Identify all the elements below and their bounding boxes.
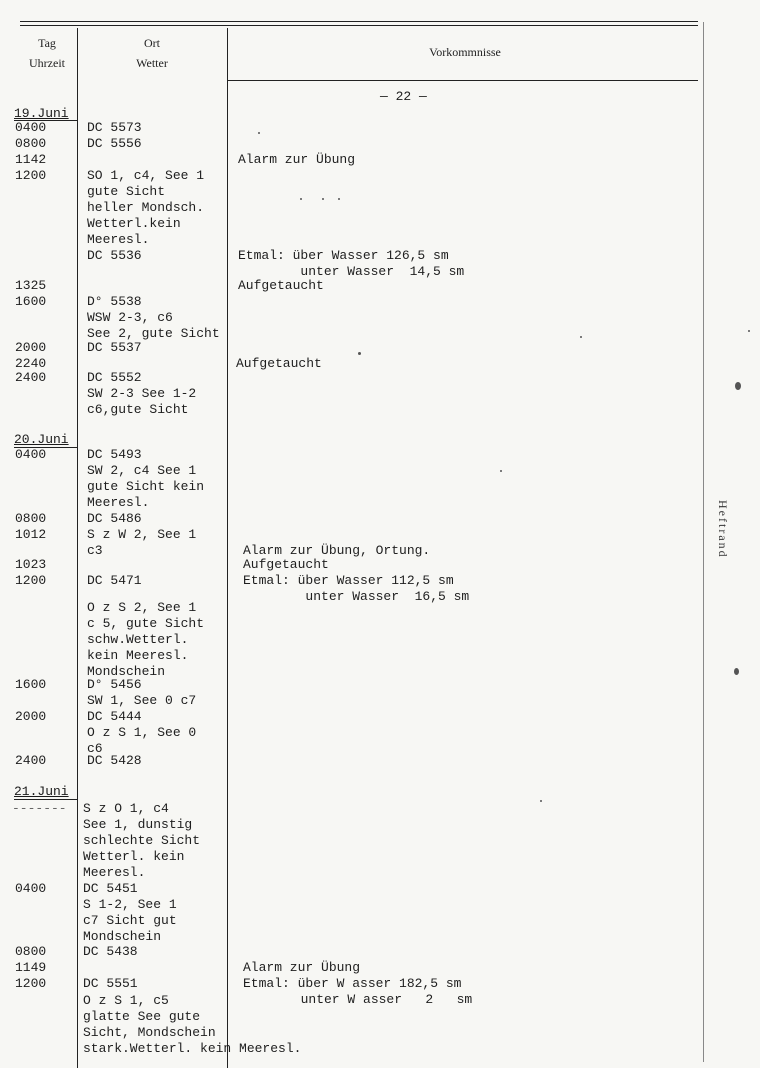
scan-speck [358,352,361,355]
date-19-juni: 19.Juni [14,106,69,121]
time-cell: 1012 [15,527,47,542]
scan-speck [300,198,302,200]
ort-cell: DC 5556 [87,136,142,151]
event-cell: Alarm zur Übung Etmal: über W asser 182,5 sm [243,960,462,991]
header-tag-uhrzeit [20,33,74,73]
time-cell: 2000 2240 [15,340,47,371]
event-cell: unter W asser 2 sm [285,992,473,1007]
ort-cell: DC 5471 [87,573,142,588]
time-cell: 1600 [15,294,47,309]
time-cell: 0400 [15,447,47,462]
margin-label: Heftrand [716,500,730,559]
right-edge-rule [703,22,704,1062]
date-21-juni: 21.Juni [14,784,69,799]
ort-cell: DC 5451 S 1-2, See 1 c7 Sicht gut Mondschein [83,881,177,944]
date-20-juni: 20.Juni [14,432,69,447]
event-cell: Etmal: über Wasser 126,5 sm unter Wasser 14,5 sm [238,248,465,279]
time-cell: 0800 [15,944,47,959]
ort-cell: DC 5493 SW 2, c4 See 1 gute Sicht kein Meeresl. [87,447,205,510]
ort-cell: O z S 1, c5 glatte See gute Sicht, Mondschein stark.Wetterl. kein Meeresl. [83,993,302,1056]
scan-speck [748,330,750,332]
ort-cell: DC 5486 [87,511,142,526]
time-cell: 0800 [15,511,47,526]
event-cell: Alarm zur Übung [238,152,356,167]
event-cell: Alarm zur Übung, Ortung. [243,543,431,558]
time-cell: 1600 [15,677,47,692]
column-divider-2 [227,28,228,1068]
time-cell: 1142 [15,152,47,167]
ort-cell: D° 5456 SW 1, See 0 c7 [87,677,197,708]
scan-speck [735,382,741,390]
header-ort: Ort [144,36,160,50]
ort-cell: SO 1, c4, See 1 gute Sicht heller Mondsch. Wetterl.kein Meeresl. DC 5536 [87,168,205,263]
time-cell: ------- [12,801,67,816]
ort-cell: S z W 2, See 1 c3 [87,527,197,558]
ort-cell: DC 5573 [87,120,142,135]
ort-cell: DC 5444 O z S 1, See 0 c6 [87,709,197,756]
header-tag: Tag [38,36,56,50]
event-cell: Aufgetaucht [238,278,324,293]
scan-speck [322,198,324,200]
ort-cell: DC 5552 SW 2-3 See 1-2 c6,gute Sicht [87,370,197,417]
date-rule-21 [14,799,78,800]
top-rule [20,21,698,22]
ort-cell: DC 5551 [83,976,138,991]
scan-speck [734,668,739,675]
time-cell: 1149 1200 [15,960,47,991]
scan-speck [540,800,542,802]
ort-cell: DC 5428 [87,753,142,768]
scan-speck [338,198,340,200]
time-cell: 2400 [15,753,47,768]
time-cell: 1325 [15,278,47,293]
time-cell: 0400 [15,881,47,896]
time-cell: 1023 1200 [15,557,47,588]
scan-speck [580,336,582,338]
event-cell: Aufgetaucht Etmal: über Wasser 112,5 sm unter Wasser 16,5 sm [243,557,470,604]
time-cell: 2400 [15,370,47,385]
scan-speck [500,470,502,472]
header-wetter: Wetter [136,56,168,70]
time-cell: 2000 [15,709,47,724]
header-uhrzeit: Uhrzeit [29,56,65,70]
scan-speck [258,132,260,134]
ort-cell: S z O 1, c4 See 1, dunstig schlechte Sicht Wetterl. kein Meeresl. [83,801,201,880]
ort-cell: O z S 2, See 1 c 5, gute Sicht schw.Wetterl. kein Meeresl. Mondschein [87,600,205,679]
ort-cell: DC 5537 [87,340,142,355]
time-cell: 1200 [15,168,47,183]
page-number: — 22 — [380,89,427,104]
header-bottom-rule [228,80,698,81]
event-cell: Aufgetaucht [236,356,322,371]
top-rule-2 [20,25,698,26]
time-cell: 0800 [15,136,47,151]
header-vorkommnisse: Vorkommnisse [429,45,501,59]
column-divider-1 [77,28,78,1068]
header-ort-wetter [80,33,224,73]
ort-cell: D° 5538 WSW 2-3, c6 See 2, gute Sicht [87,294,220,341]
time-cell: 0400 [15,120,47,135]
ort-cell: DC 5438 [83,944,138,959]
